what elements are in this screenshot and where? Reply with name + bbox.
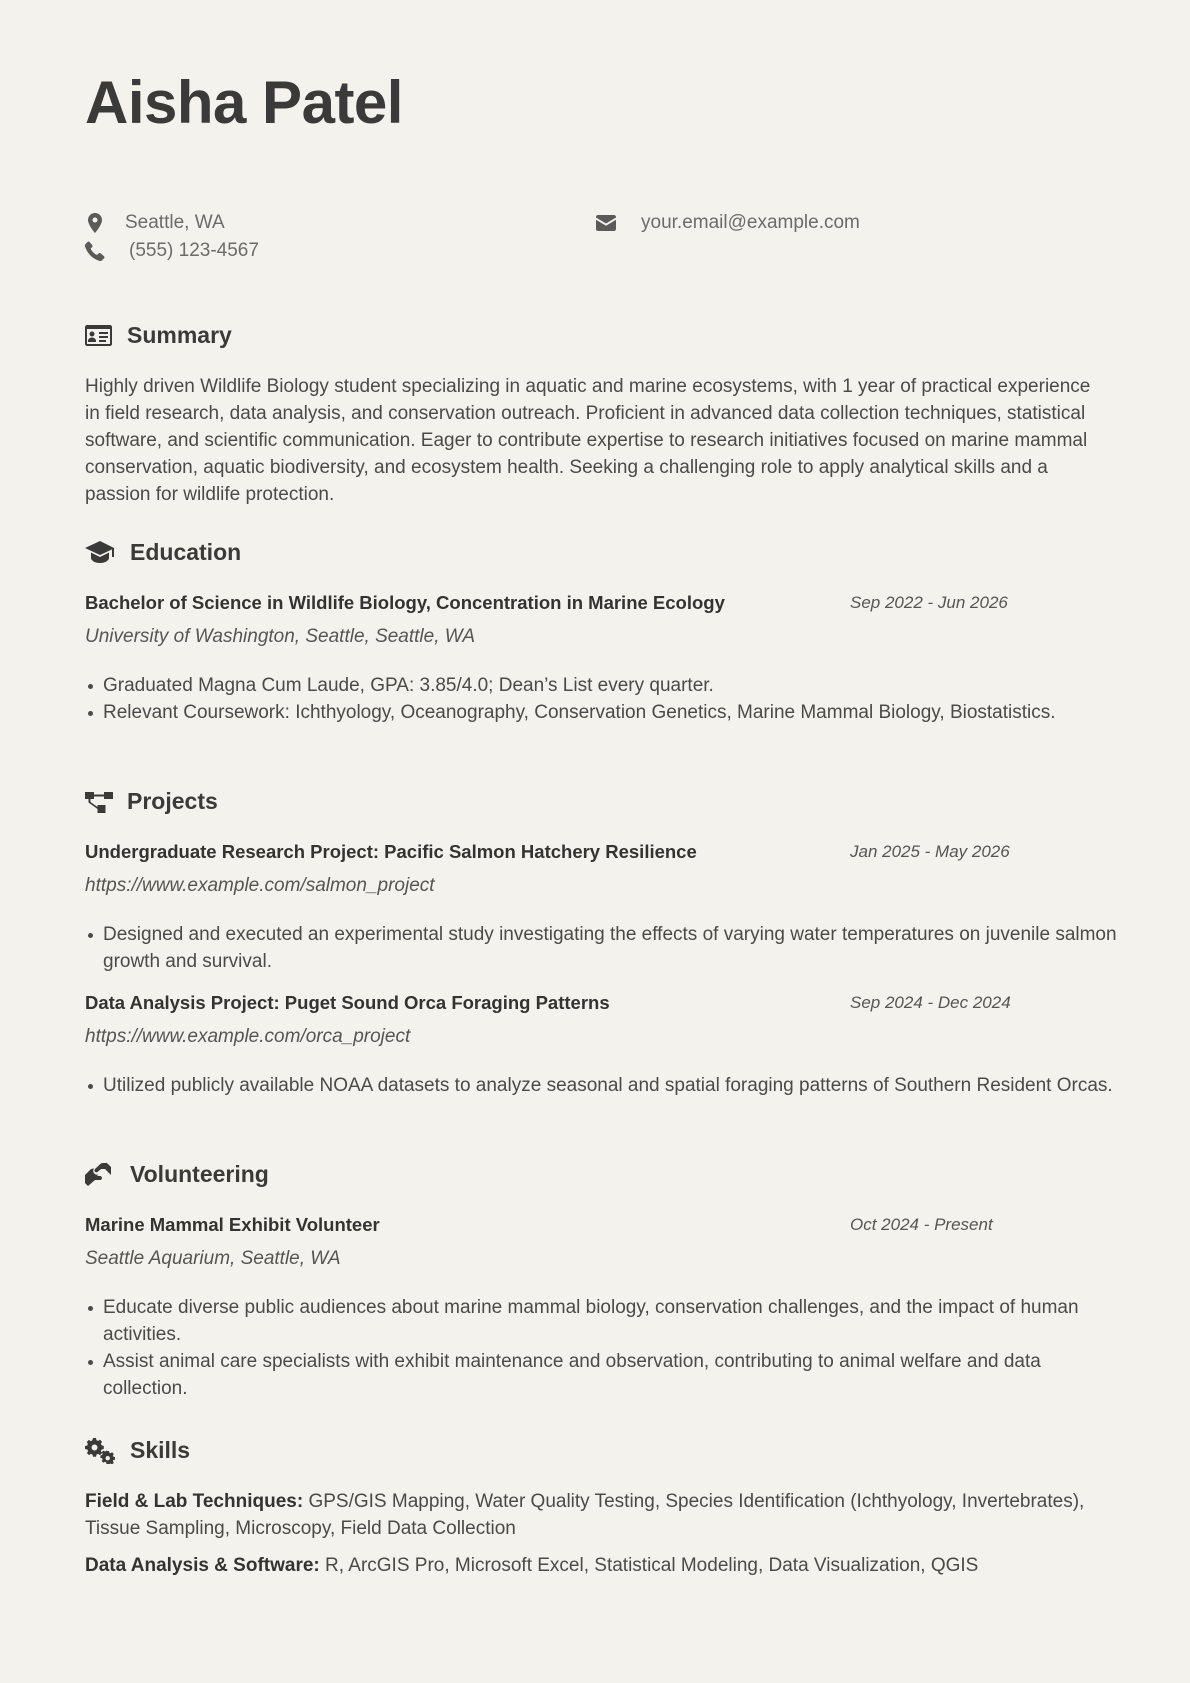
graduation-cap-icon	[85, 540, 115, 566]
project-1-url[interactable]: https://www.example.com/salmon_project	[85, 875, 435, 896]
skill-line-field	[85, 1488, 1107, 1542]
list-item: Designed and executed an experimental study investigating the effects of varying water temperatures on juvenile salmon growth and survival.	[103, 921, 1125, 975]
list-item: Utilized publicly available NOAA datasets to analyze seasonal and spatial foraging patterns of Southern Resident Orcas.	[103, 1072, 1125, 1099]
projects-title: Projects	[127, 788, 218, 814]
project-2-url[interactable]: https://www.example.com/orca_project	[85, 1026, 411, 1047]
volunteer-bullets	[85, 1294, 1125, 1402]
education-bullets	[85, 672, 1125, 726]
skill-label: Field & Lab Techniques:	[85, 1491, 304, 1512]
summary-text: Highly driven Wildlife Biology student specializing in aquatic and marine ecosystems, with 1 year of practical experience in field research, data analysis, and conservation outreach. Proficient in advanced data collection techniques, statistical software, and scientific communication. Eager to contribute expertise to research initiatives focused on marine mammal conservation, aquatic biodiversity, and ecosystem health. Seeking a challenging role to apply analytical skills and a passion for wildlife protection.	[85, 376, 1091, 505]
hands-helping-icon	[85, 1162, 115, 1188]
education-school: University of Washington, Seattle, Seattle, WA	[85, 626, 476, 647]
phone-text: (555) 123-4567	[129, 240, 259, 261]
project-diagram-icon	[85, 789, 115, 815]
education-title: Education	[130, 539, 242, 565]
list-item: Relevant Coursework: Ichthyology, Oceanography, Conservation Genetics, Marine Mammal Biology, Biostatistics.	[103, 699, 1125, 726]
education-degree: Bachelor of Science in Wildlife Biology, Concentration in Marine Ecology	[85, 592, 725, 613]
cogs-icon	[85, 1438, 115, 1464]
project-2-dates: Sep 2024 - Dec 2024	[850, 993, 1011, 1012]
project-1-dates: Jan 2025 - May 2026	[850, 842, 1010, 861]
resume-name: Aisha Patel	[85, 69, 403, 136]
skill-value: GPS/GIS Mapping, Water Quality Testing, Species Identification (Ichthyology, Invertebrates), Tissue Sampling, Microscopy, Field Data Collection	[85, 1491, 1085, 1539]
education-heading	[85, 539, 241, 566]
project-2-bullets	[85, 1072, 1125, 1099]
volunteer-org: Seattle Aquarium, Seattle, WA	[85, 1248, 341, 1269]
project-2-name: Data Analysis Project: Puget Sound Orca Foraging Patterns	[85, 992, 610, 1013]
projects-heading	[85, 788, 218, 815]
summary-title: Summary	[127, 322, 232, 348]
list-item: Assist animal care specialists with exhibit maintenance and observation, contributing to animal welfare and data collection.	[103, 1348, 1125, 1402]
phone-icon	[85, 241, 105, 261]
skills-heading	[85, 1437, 190, 1464]
contact-phone	[85, 240, 259, 262]
skill-value: R, ArcGIS Pro, Microsoft Excel, Statistical Modeling, Data Visualization, QGIS	[319, 1555, 979, 1576]
map-marker-icon	[85, 213, 105, 233]
volunteer-dates: Oct 2024 - Present	[850, 1215, 993, 1234]
email-text: your.email@example.com	[641, 212, 860, 233]
skill-line-data	[85, 1552, 1107, 1579]
summary-heading	[85, 322, 232, 349]
list-item: Educate diverse public audiences about marine mammal biology, conservation challenges, and the impact of human activities.	[103, 1294, 1125, 1348]
project-1-name: Undergraduate Research Project: Pacific Salmon Hatchery Resilience	[85, 841, 697, 862]
skills-title: Skills	[130, 1437, 191, 1463]
location-text: Seattle, WA	[125, 212, 225, 233]
envelope-icon	[595, 213, 617, 233]
id-card-icon	[85, 323, 115, 349]
list-item: Graduated Magna Cum Laude, GPA: 3.85/4.0; Dean’s List every quarter.	[103, 672, 1125, 699]
project-1-bullets	[85, 921, 1125, 975]
volunteer-role: Marine Mammal Exhibit Volunteer	[85, 1214, 380, 1235]
contact-email	[595, 212, 860, 234]
volunteering-heading	[85, 1161, 269, 1188]
volunteering-title: Volunteering	[130, 1161, 269, 1187]
skill-label: Data Analysis & Software:	[85, 1555, 320, 1576]
contact-location	[85, 212, 225, 234]
education-dates: Sep 2022 - Jun 2026	[850, 593, 1008, 612]
